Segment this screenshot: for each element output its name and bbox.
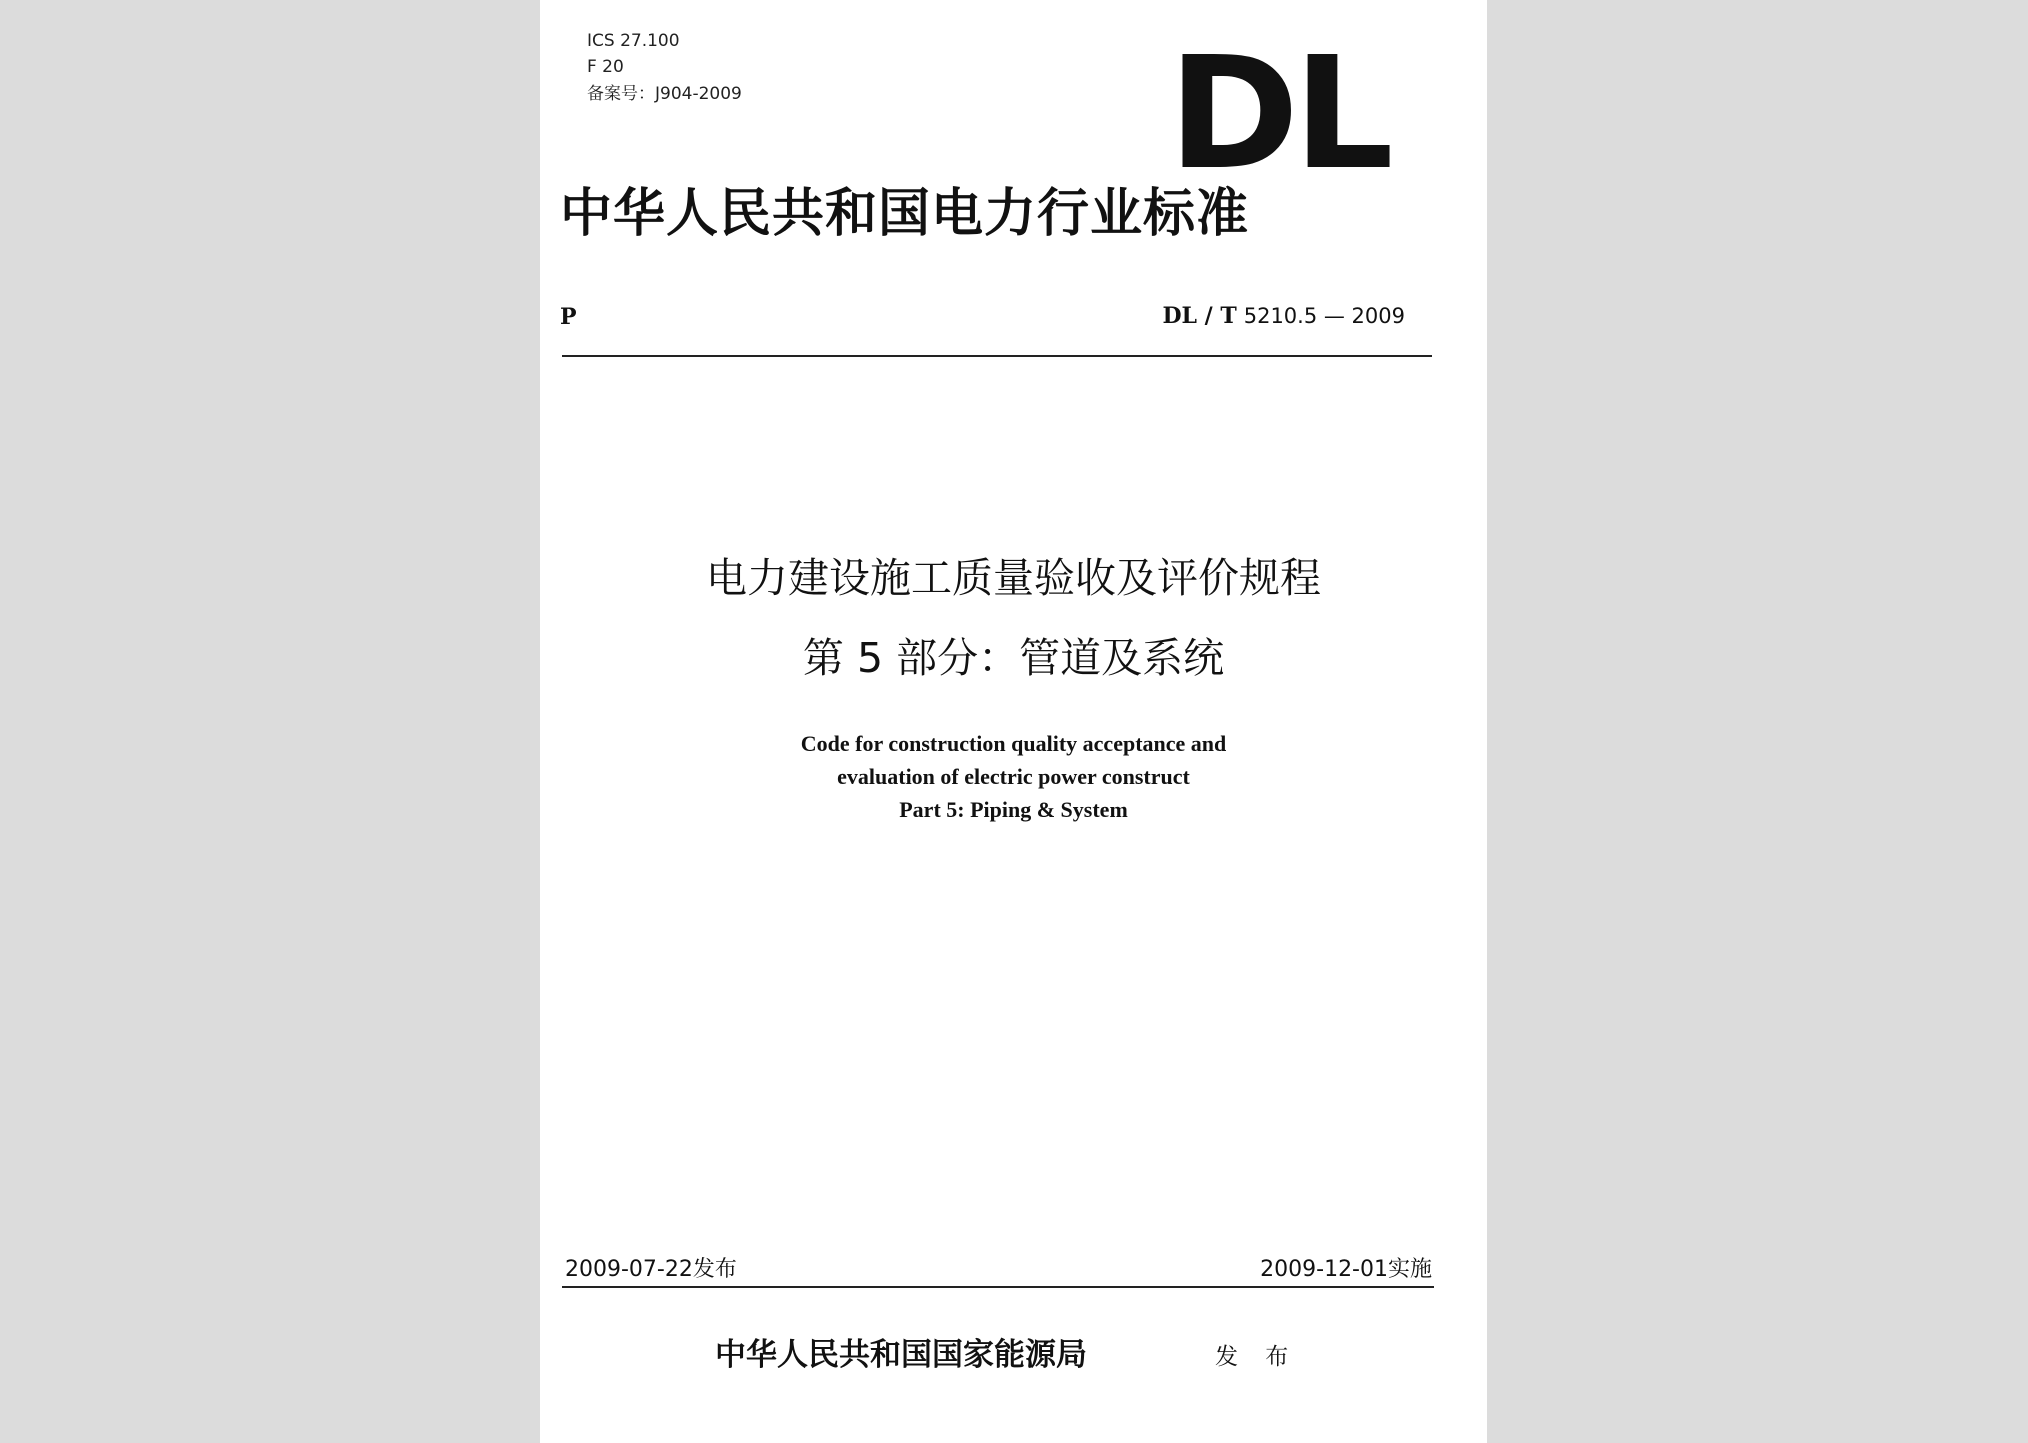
document-page [540,0,1487,1443]
cn-title-line2: 第 5 部分：管道及系统 [802,634,1225,682]
en-title-line3: Part 5: Piping & System [899,797,1128,822]
classification-code: F 20 [587,57,624,77]
p-label: P [560,304,577,330]
standard-number [1162,305,1405,328]
effective-date: 2009-12-01实施 [1260,1257,1432,1282]
publish-label: 发 布 [1215,1344,1299,1370]
en-title-line1: Code for construction quality acceptance and [800,731,1227,756]
ics-code: ICS 27.100 [587,31,680,51]
record-number: 备案号：J904-2009 [587,84,742,104]
standard-code-number: 5210.5 — 2009 [1243,304,1405,328]
dl-logo: DL [1168,23,1388,204]
publisher-name: 中华人民共和国国家能源局 [715,1337,1087,1373]
standard-title: 中华人民共和国电力行业标准 [560,183,1250,244]
cn-title-line1: 电力建设施工质量验收及评价规程 [706,554,1321,602]
header-divider [562,355,1432,357]
issue-date: 2009-07-22发布 [565,1257,737,1282]
footer-divider [562,1286,1434,1288]
en-title-line2: evaluation of electric power construct [837,764,1190,789]
standard-code-prefix: DL / T [1162,303,1237,329]
